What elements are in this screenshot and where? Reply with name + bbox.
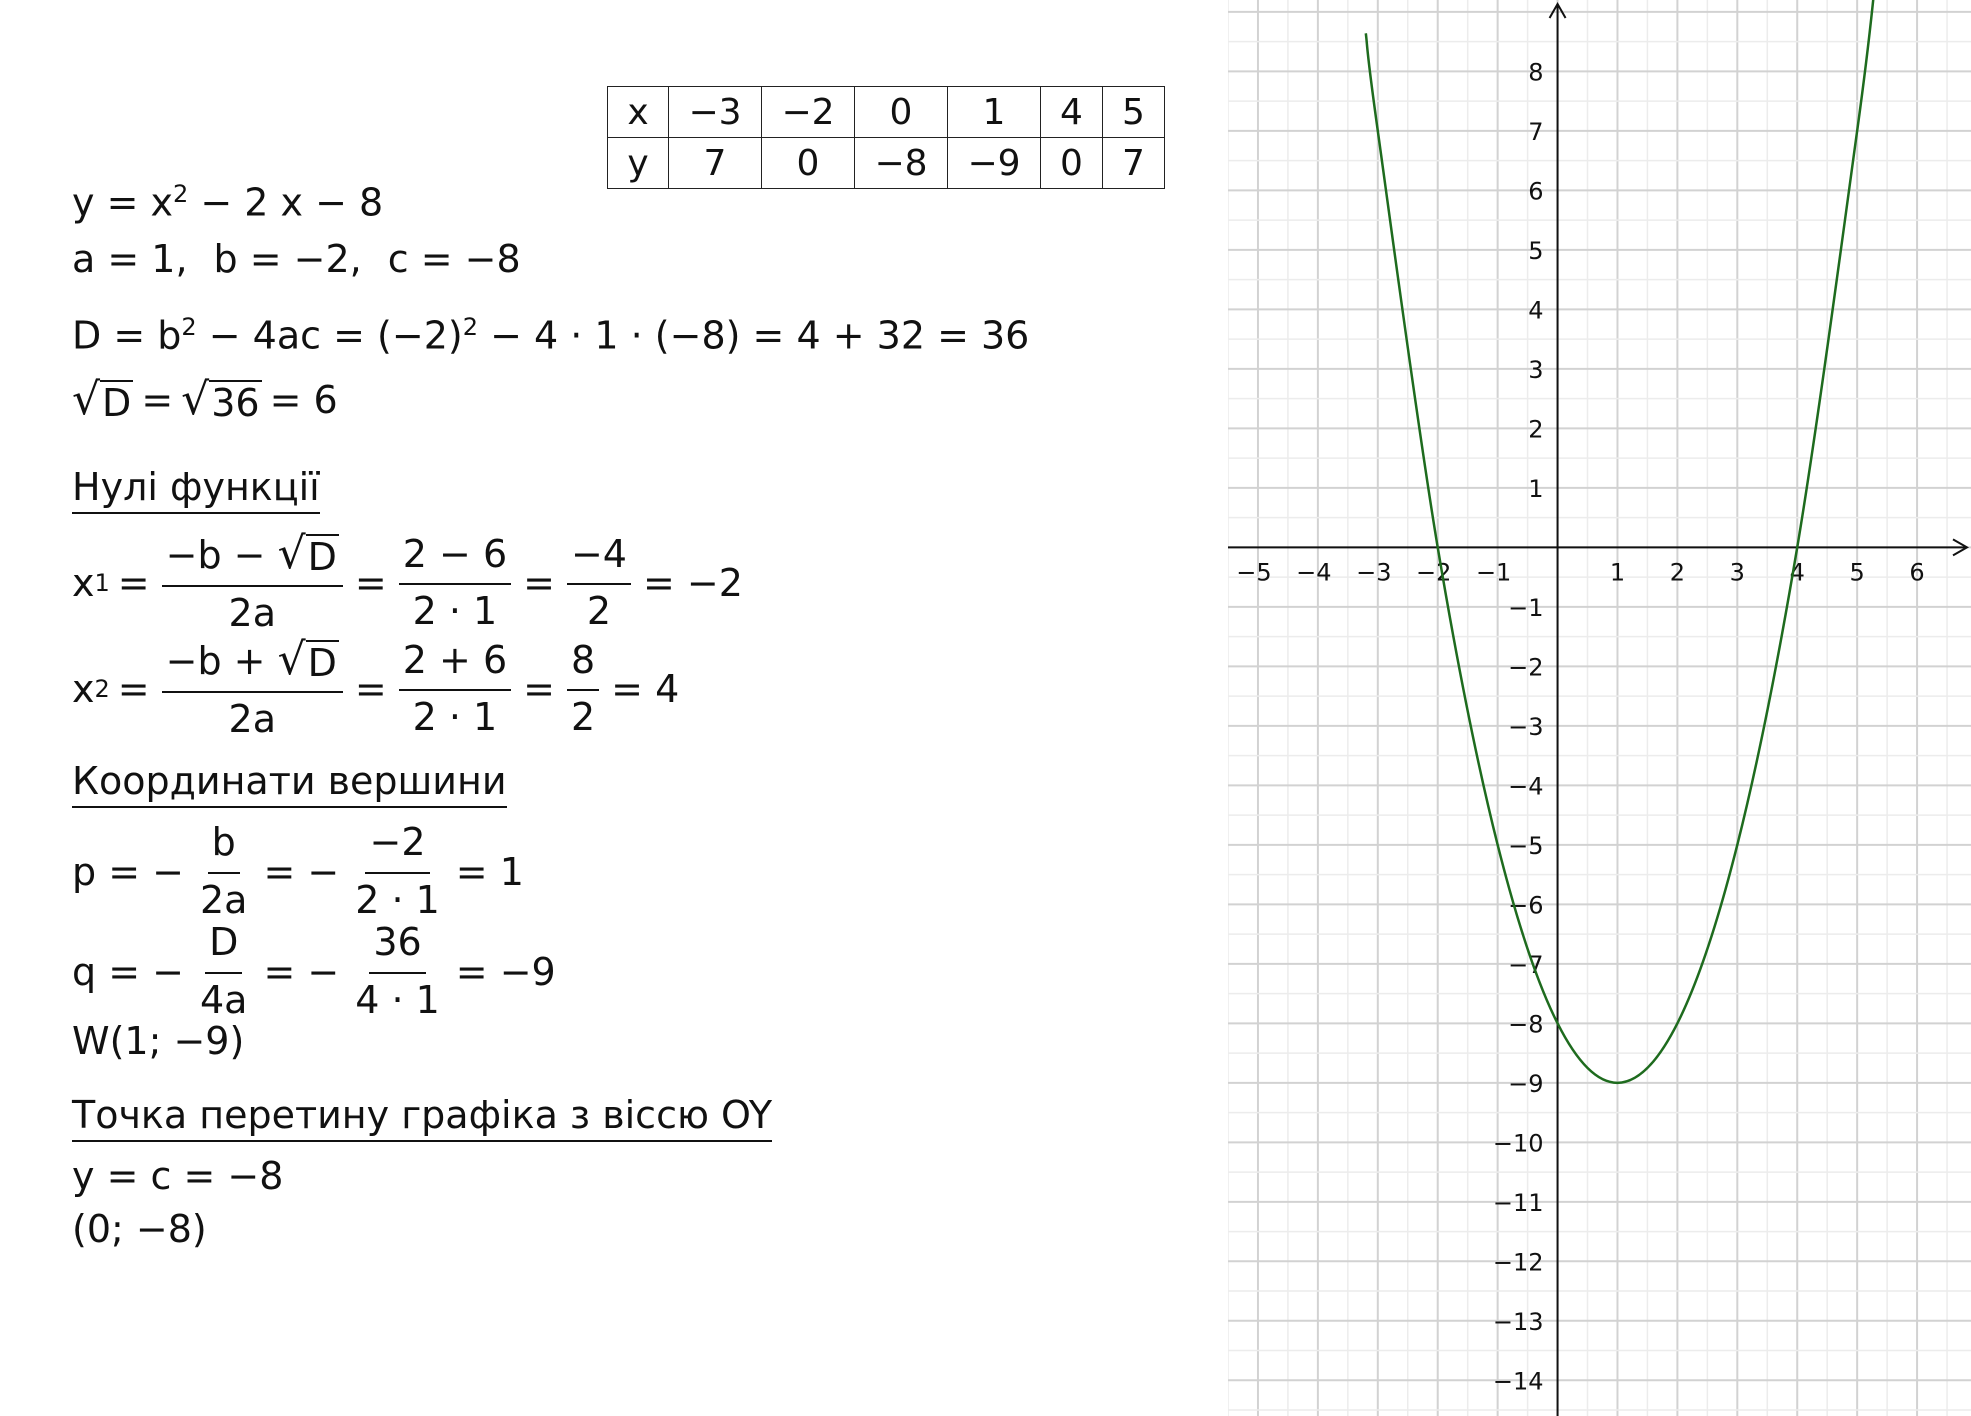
y-tick-label: −10 [1492, 1129, 1544, 1158]
x-tick-label: −4 [1296, 558, 1332, 587]
table-cell: −9 [948, 138, 1041, 189]
y-tick-label: −11 [1492, 1188, 1544, 1217]
x-tick-label: −1 [1475, 558, 1512, 587]
x-tick-label: 3 [1729, 558, 1745, 587]
table-cell: 0 [855, 87, 948, 138]
y-tick-label: 1 [1528, 474, 1544, 503]
table-cell: −8 [855, 138, 948, 189]
vertex-heading: Координати вершини [72, 762, 507, 808]
table-cell: 7 [1103, 138, 1165, 189]
y-tick-label: 3 [1528, 355, 1544, 384]
x-tick-label: 4 [1789, 558, 1805, 587]
coef-c: c = −8 [387, 237, 521, 281]
value-table [607, 86, 1165, 189]
vertex-p: p = − $\frac{b}{2a}$ = − $\frac{-2}{2 \cdot 1}$ = 1 [72, 820, 524, 922]
x-tick-label: 2 [1669, 558, 1686, 587]
y-tick-label: 2 [1528, 415, 1544, 444]
y-tick-label: −7 [1508, 950, 1544, 979]
y-tick-label: 4 [1528, 296, 1544, 325]
root-x2: x 2 = −b + √ D 2a = $\frac{2 + 6}{2 \cdot 1}$ = $\frac{8}{2}$ = 4 [72, 634, 680, 741]
y-tick-label: 6 [1528, 177, 1544, 206]
coef-b: b = −2, [213, 237, 362, 281]
y-tick-label: −1 [1508, 593, 1544, 622]
y-tick-label: 7 [1528, 117, 1544, 146]
table-cell: 1 [948, 87, 1041, 138]
y-tick-label: 5 [1528, 236, 1544, 265]
vertex-point: W(1; −9) [72, 1019, 245, 1063]
x-tick-label: 5 [1849, 558, 1865, 587]
table-cell: y [608, 138, 669, 189]
vertex-q: q = − $\frac{D}{4a}$ = − $\frac{36}{4 \cdot 1}$ = −9 [72, 920, 556, 1022]
table-cell: 0 [762, 138, 855, 189]
coefficients [72, 237, 521, 281]
y-tick-label: −14 [1492, 1367, 1544, 1396]
table-cell: 7 [669, 138, 762, 189]
x-tick-label: −3 [1356, 558, 1392, 587]
x-tick-label: −5 [1236, 558, 1272, 587]
y-tick-label: −4 [1508, 772, 1544, 801]
table-cell: −2 [762, 87, 855, 138]
y-tick-label: −13 [1492, 1307, 1544, 1336]
y-tick-label: −5 [1508, 831, 1544, 860]
y-tick-label: −6 [1508, 891, 1544, 920]
table-row-x [608, 87, 1165, 138]
parabola-curve [1366, 0, 1875, 1083]
intercept-equation: y = c = −8 [72, 1154, 284, 1198]
y-tick-label: −3 [1508, 712, 1544, 741]
table-cell: x [608, 87, 669, 138]
intercept-heading: Точка перетину графіка з віссю OY [72, 1096, 772, 1142]
table-cell: 5 [1103, 87, 1165, 138]
x-tick-label: 1 [1609, 558, 1626, 587]
x-tick-label: 6 [1909, 558, 1925, 587]
table-cell: 4 [1041, 87, 1103, 138]
intercept-point: (0; −8) [72, 1207, 207, 1251]
coef-a: a = 1, [72, 237, 188, 281]
function-graph [1228, 0, 1971, 1416]
root-x1: x 1 = −b − √ D 2a = $\frac{2 - 6}{2 \cdot 1}$ = $\frac{-4}{2}$ = −2 [72, 528, 743, 635]
x-tick-label: −2 [1416, 558, 1452, 587]
y-tick-label: 8 [1528, 58, 1544, 87]
y-tick-label: −9 [1508, 1069, 1544, 1098]
table-cell: 0 [1041, 138, 1103, 189]
sqrt-discriminant: √ D = √ 36 = 6 [72, 374, 338, 425]
table-cell: −3 [669, 87, 762, 138]
table-row-y [608, 138, 1165, 189]
discriminant: $D = b^2 - 4ac = (-2)^2 - 4 \cdot 1 \cdot (-8) = 4 + 32 = 36$ [72, 313, 1030, 358]
y-tick-label: −2 [1508, 653, 1544, 682]
y-tick-label: −8 [1508, 1010, 1544, 1039]
function-equation: $y = x^2 - 2$ x − 8 [72, 180, 384, 225]
y-tick-label: −12 [1492, 1248, 1544, 1277]
zeros-heading: Нулі функції [72, 468, 320, 514]
